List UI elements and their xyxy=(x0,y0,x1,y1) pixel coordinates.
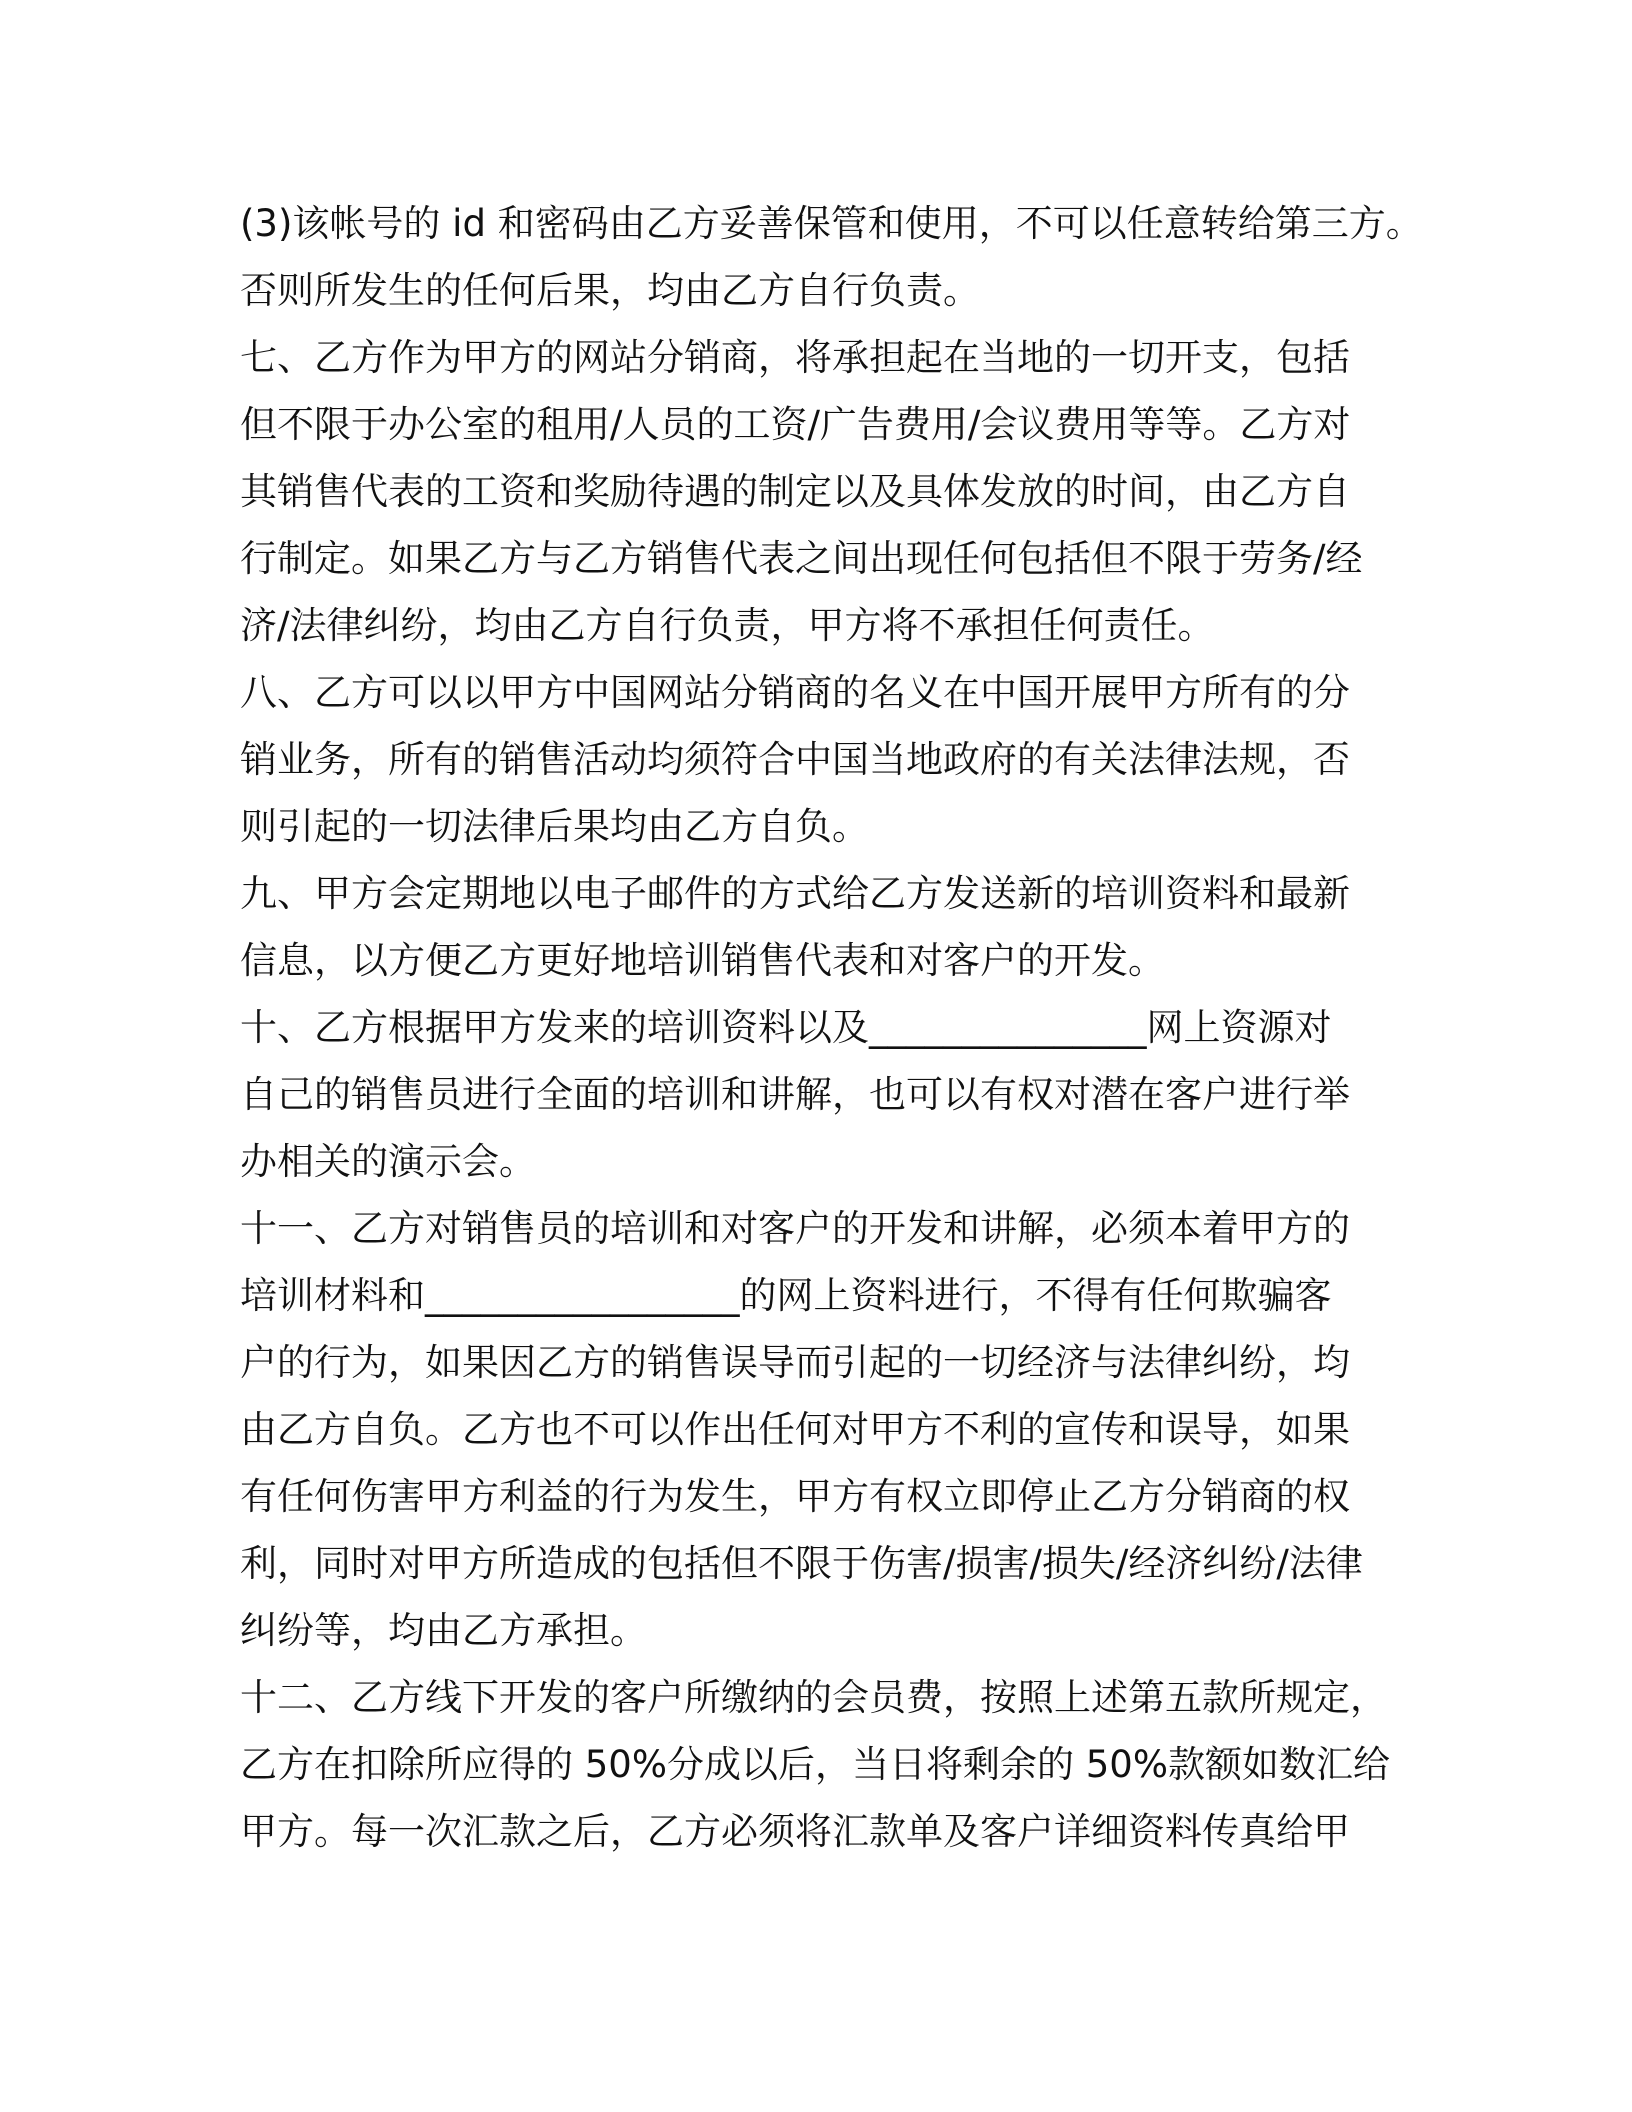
text-line: 乙方在扣除所应得的 50%分成以后，当日将剩余的 50%款额如数汇给 xyxy=(240,1743,1390,1786)
text-line: 否则所发生的任何后果，均由乙方自行负责。 xyxy=(240,269,980,312)
document-body xyxy=(240,190,1423,1865)
text-line: 甲方。每一次汇款之后，乙方必须将汇款单及客户详细资料传真给甲 xyxy=(240,1810,1350,1853)
text-line: 自己的销售员进行全面的培训和讲解，也可以有权对潜在客户进行举 xyxy=(240,1073,1350,1116)
text-line: 其销售代表的工资和奖励待遇的制定以及具体发放的时间，由乙方自 xyxy=(240,470,1350,513)
text-line: 但不限于办公室的租用/人员的工资/广告费用/会议费用等等。乙方对 xyxy=(240,403,1351,446)
text-line: 十、乙方根据甲方发来的培训资料以及_______________网上资源对 xyxy=(240,1006,1332,1049)
text-line: 八、乙方可以以甲方中国网站分销商的名义在中国开展甲方所有的分 xyxy=(240,671,1350,714)
text-line: 十一、乙方对销售员的培训和对客户的开发和讲解，必须本着甲方的 xyxy=(240,1207,1350,1250)
text-line: 九、甲方会定期地以电子邮件的方式给乙方发送新的培训资料和最新 xyxy=(240,872,1350,915)
text-line: 培训材料和_________________的网上资料进行，不得有任何欺骗客 xyxy=(240,1274,1332,1317)
text-line: 行制定。如果乙方与乙方销售代表之间出现任何包括但不限于劳务/经 xyxy=(240,537,1363,580)
text-line: 办相关的演示会。 xyxy=(240,1140,536,1183)
text-line: 销业务，所有的销售活动均须符合中国当地政府的有关法律法规，否 xyxy=(240,738,1350,781)
text-line: 由乙方自负。乙方也不可以作出任何对甲方不利的宣传和误导，如果 xyxy=(240,1408,1350,1451)
text-line: 户的行为，如果因乙方的销售误导而引起的一切经济与法律纠纷，均 xyxy=(240,1341,1350,1384)
text-line: 十二、乙方线下开发的客户所缴纳的会员费，按照上述第五款所规定， xyxy=(240,1676,1387,1719)
text-line: (3)该帐号的 id 和密码由乙方妥善保管和使用，不可以任意转给第三方。 xyxy=(240,202,1423,245)
text-line: 纠纷等，均由乙方承担。 xyxy=(240,1609,647,1652)
text-line: 信息，以方便乙方更好地培训销售代表和对客户的开发。 xyxy=(240,939,1165,982)
text-line: 则引起的一切法律后果均由乙方自负。 xyxy=(240,805,869,848)
text-line: 有任何伤害甲方利益的行为发生，甲方有权立即停止乙方分销商的权 xyxy=(240,1475,1350,1518)
text-line: 七、乙方作为甲方的网站分销商，将承担起在当地的一切开支，包括 xyxy=(240,336,1350,379)
text-line: 济/法律纠纷，均由乙方自行负责，甲方将不承担任何责任。 xyxy=(240,604,1215,647)
text-line: 利，同时对甲方所造成的包括但不限于伤害/损害/损失/经济纠纷/法律 xyxy=(240,1542,1363,1585)
